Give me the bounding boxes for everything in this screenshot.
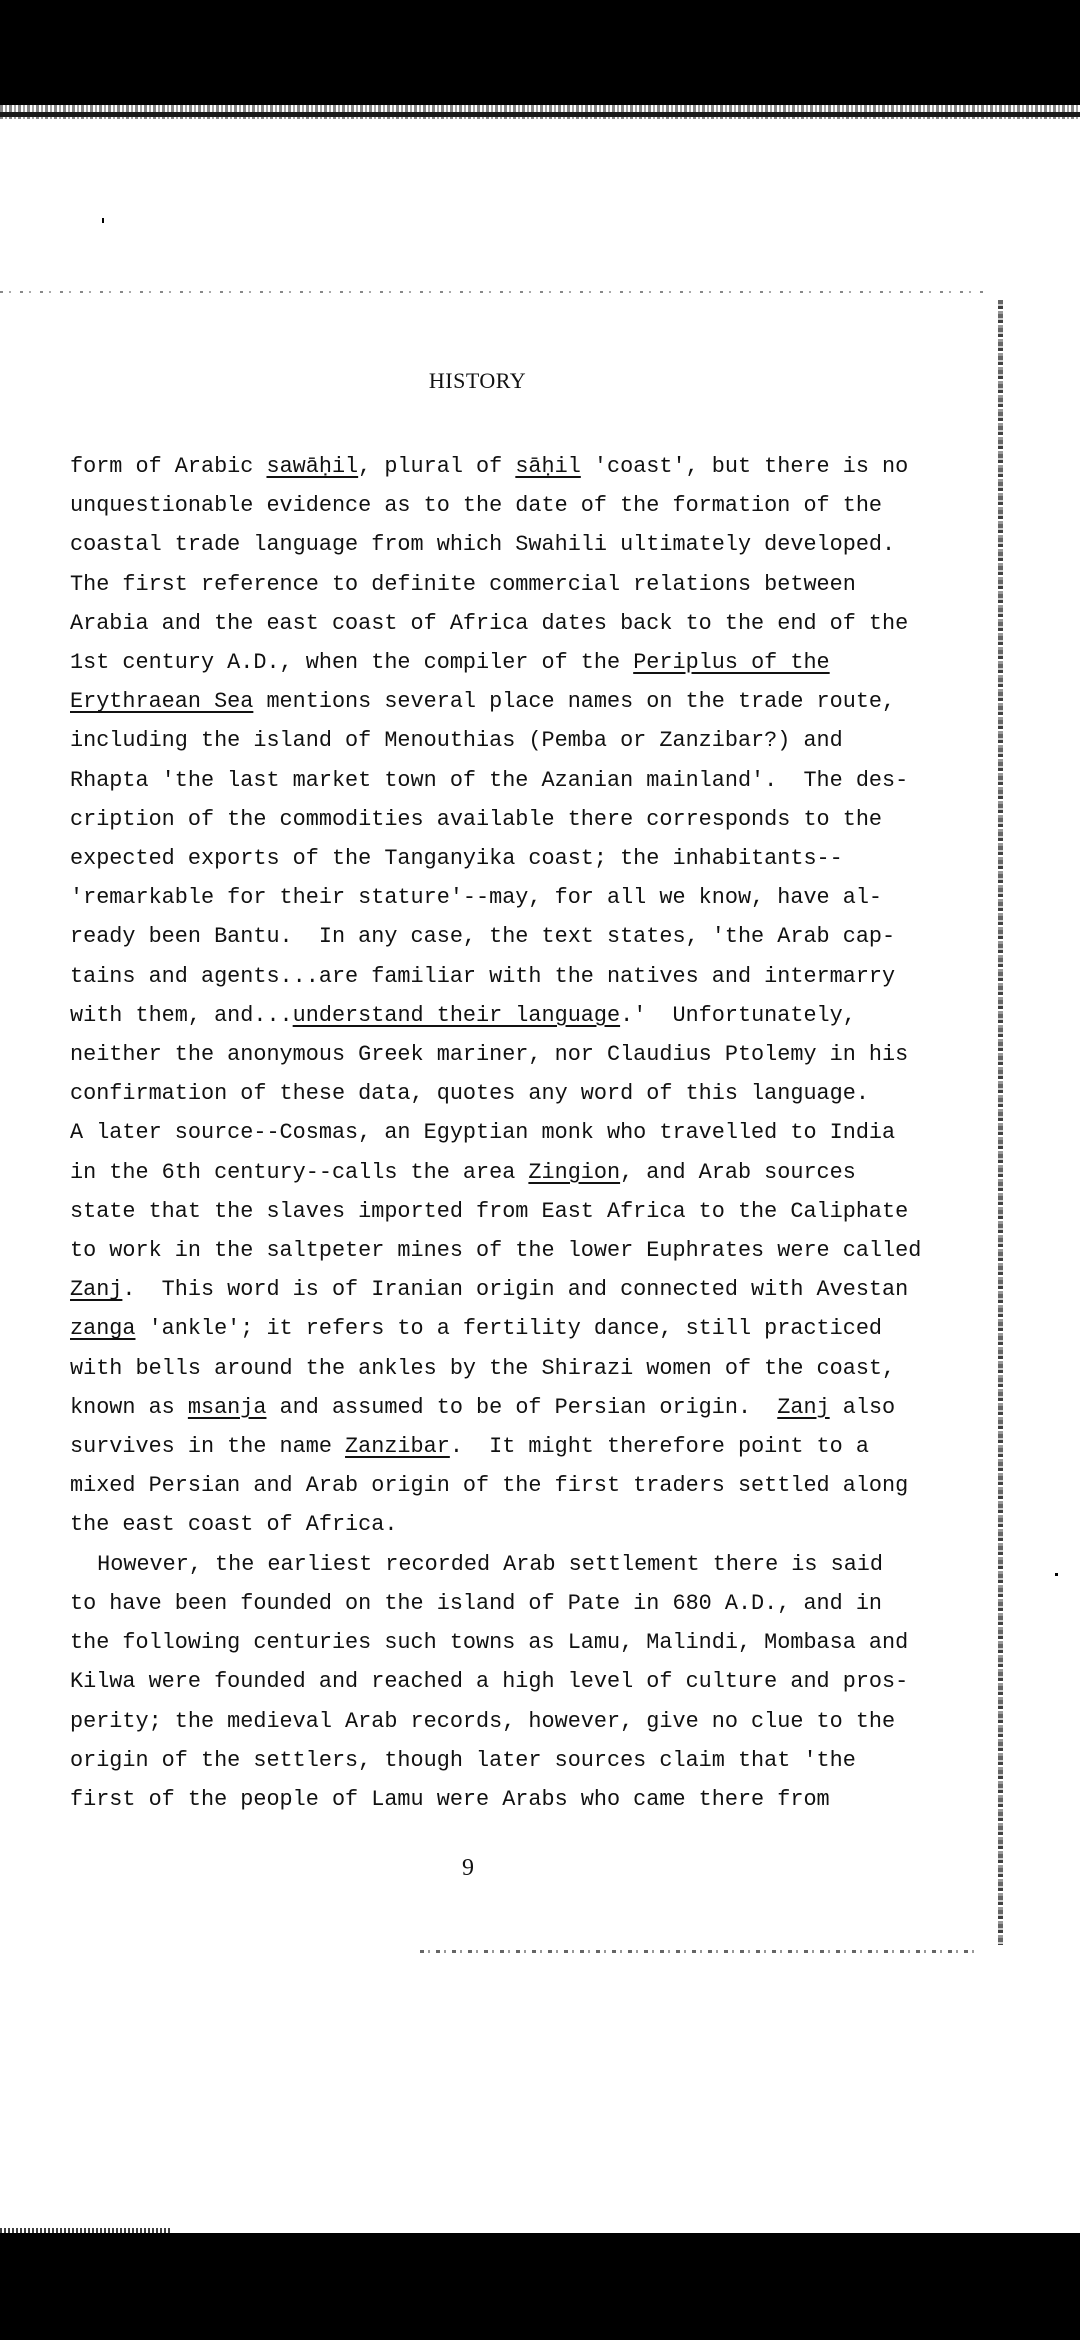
text-line: [70, 1623, 924, 1662]
text-segment: known as: [70, 1393, 188, 1420]
text-segment: tains and agents...are familiar with the natives and intermarry: [70, 962, 896, 989]
text-line: [70, 957, 924, 996]
text-line: [70, 1349, 924, 1388]
text-segment: 'ankle'; it refers to a fertility dance, still practiced: [135, 1315, 883, 1342]
text-line: [70, 1074, 924, 1113]
text-line: [70, 1113, 924, 1152]
text-segment: state that the slaves imported from East Africa to the Caliphate: [70, 1197, 909, 1224]
text-line: [70, 917, 924, 956]
text-line: [70, 1545, 924, 1584]
scan-noise-line-top: [0, 112, 1080, 117]
text-segment: first of the people of Lamu were Arabs who came there from: [70, 1785, 830, 1812]
text-line: [70, 1035, 924, 1074]
text-segment: form of Arabic: [70, 453, 267, 479]
text-segment: . It might therefore point to a: [449, 1433, 869, 1460]
text-segment: However, the earliest recorded Arab settlement there is said: [97, 1550, 883, 1577]
text-line: [70, 1584, 924, 1623]
underlined-term: zanga: [70, 1315, 136, 1342]
underlined-term: Zingion: [528, 1158, 621, 1185]
text-line: [70, 996, 924, 1035]
text-segment: , and Arab sources: [620, 1158, 856, 1185]
underlined-term: Zanj: [70, 1276, 123, 1303]
text-line: [70, 1505, 924, 1544]
underlined-term: understand their language: [292, 1001, 621, 1028]
text-line: [70, 682, 924, 721]
text-line: [70, 565, 924, 604]
text-segment: and assumed to be of Persian origin.: [266, 1393, 778, 1420]
text-line: [70, 761, 924, 800]
text-segment: Arabia and the east coast of Africa dates back to the end of the: [70, 609, 909, 636]
text-segment: mentions several place names on the trade route,: [253, 688, 896, 715]
text-line: [70, 1780, 924, 1819]
text-segment: . This word is of Iranian origin and connected with Avestan: [122, 1276, 909, 1303]
text-segment: also: [829, 1393, 896, 1420]
text-segment: cription of the commodities available there corresponds to the: [70, 805, 883, 832]
text-segment: expected exports of the Tanganyika coast; the inhabitants--: [70, 845, 843, 872]
text-line: [70, 800, 924, 839]
text-segment: neither the anonymous Greek mariner, nor Claudius Ptolemy in his: [70, 1041, 909, 1068]
text-segment: A later source--Cosmas, an Egyptian monk who travelled to India: [70, 1119, 896, 1146]
text-segment: the east coast of Africa.: [70, 1511, 398, 1538]
text-segment: , plural of: [358, 453, 516, 479]
text-line: [70, 1388, 924, 1427]
text-segment: coastal trade language from which Swahili ultimately developed.: [70, 531, 896, 558]
text-line: [70, 1270, 924, 1309]
text-segment: perity; the medieval Arab records, however, give no clue to the: [70, 1707, 896, 1734]
scan-black-border-top: [0, 0, 1080, 105]
underlined-term: sāḥil: [515, 453, 581, 479]
page-title: HISTORY: [428, 368, 527, 393]
text-line: [70, 1309, 924, 1348]
text-line: [70, 1702, 924, 1741]
text-segment: to have been founded on the island of Pate in 680 A.D., and in: [70, 1589, 883, 1616]
underlined-term: Periplus of the: [633, 649, 830, 676]
text-line: [70, 1427, 924, 1466]
text-segment: in the 6th century--calls the area: [70, 1158, 529, 1185]
text-segment: Kilwa were founded and reached a high level of culture and pros-: [70, 1668, 909, 1695]
page-edge-right: [998, 300, 1003, 1945]
text-line: [70, 1466, 924, 1505]
text-segment: confirmation of these data, quotes any word of this language.: [70, 1080, 869, 1107]
text-segment: 'coast', but there is no: [580, 453, 909, 479]
text-line: [70, 525, 924, 564]
text-line: [70, 721, 924, 760]
scan-speck: [102, 218, 104, 223]
text-segment: to work in the saltpeter mines of the lower Euphrates were called: [70, 1237, 922, 1264]
text-line: [70, 447, 924, 486]
text-line: [70, 604, 924, 643]
text-segment: mixed Persian and Arab origin of the first traders settled along: [70, 1472, 909, 1499]
text-line: [70, 839, 924, 878]
text-segment: The first reference to definite commercial relations between: [70, 570, 856, 597]
text-line: [70, 486, 924, 525]
underlined-term: Erythraean Sea: [70, 688, 254, 715]
text-segment: survives in the name: [70, 1433, 346, 1460]
text-segment: ready been Bantu. In any case, the text states, 'the Arab cap-: [70, 923, 896, 950]
underlined-term: sawāḥil: [266, 453, 359, 479]
text-segment: with bells around the ankles by the Shirazi women of the coast,: [70, 1354, 896, 1381]
scan-speck: [1055, 1573, 1058, 1576]
text-segment: Rhapta 'the last market town of the Azanian mainland'. The des-: [70, 766, 909, 793]
text-segment: unquestionable evidence as to the date of the formation of the: [70, 492, 883, 519]
page-edge-bottom: [420, 1950, 980, 1953]
text-segment: 1st century A.D., when the compiler of the: [70, 649, 634, 676]
underlined-term: Zanzibar: [345, 1433, 450, 1460]
text-segment: origin of the settlers, though later sources claim that 'the: [70, 1746, 856, 1773]
page-number: 9: [462, 1855, 474, 1881]
text-segment: including the island of Menouthias (Pemba or Zanzibar?) and: [70, 727, 843, 754]
text-segment: with them, and...: [70, 1001, 293, 1028]
text-line: [70, 643, 924, 682]
text-line: [70, 1231, 924, 1270]
scan-black-border-bottom: [0, 2233, 1080, 2340]
text-line: [70, 878, 924, 917]
text-segment: the following centuries such towns as Lamu, Malindi, Mombasa and: [70, 1629, 909, 1656]
page-edge-top: [0, 291, 985, 293]
underlined-term: Zanj: [777, 1393, 830, 1420]
text-segment: .' Unfortunately,: [620, 1001, 856, 1028]
text-line: [70, 1153, 924, 1192]
text-line: [70, 1662, 924, 1701]
text-line: [70, 1741, 924, 1780]
text-segment: 'remarkable for their stature'--may, for all we know, have al-: [70, 884, 883, 911]
text-line: [70, 1192, 924, 1231]
underlined-term: msanja: [187, 1393, 267, 1420]
body-text: [70, 447, 924, 1819]
